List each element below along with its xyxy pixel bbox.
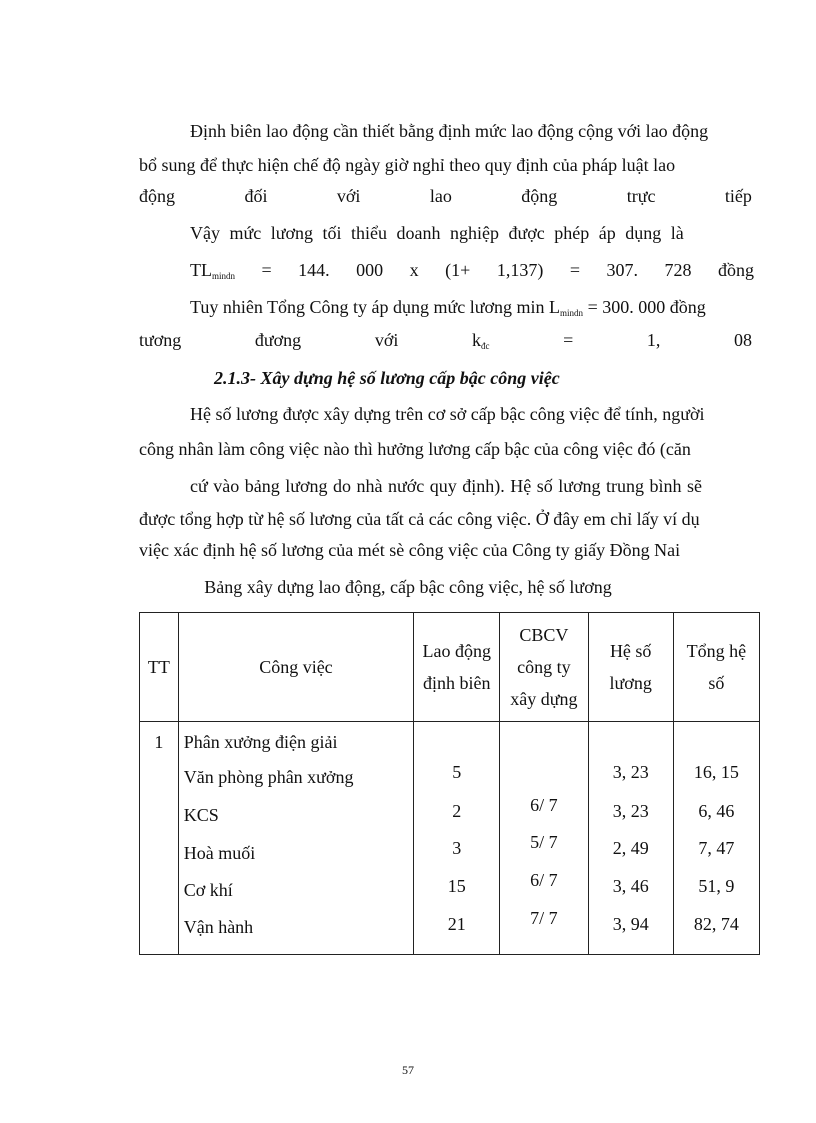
word: đương (254, 330, 302, 350)
cbcv-column (500, 722, 588, 955)
word: lao (429, 186, 452, 206)
table-cell: 3, 23 (612, 801, 649, 821)
header-he-so: Hệ số lương (588, 613, 673, 722)
body-line-3: cứ vào bảng lương do nhà nước quy định). Hệ số lương trung bình sẽ (190, 476, 703, 496)
table-caption: Bảng xây dựng lao động, cấp bậc công việc, hệ số lương (204, 577, 612, 597)
body-line-4: được tổng hợp từ hệ số lương của tất cả các công việc. Ở đây em chỉ lấy ví dụ (139, 509, 700, 529)
table-cell: 3, 94 (612, 914, 649, 934)
table-cell: 82, 74 (693, 914, 739, 934)
paragraph-2-line-1: Vậy mức lương tối thiểu doanh nghiệp được phép áp dụng là (190, 223, 684, 243)
table-cell: 5 (452, 762, 462, 782)
he-so-column (588, 722, 673, 955)
formula-part: 000 (356, 260, 384, 280)
coefficient-symbol: $k_{đc}$ (471, 330, 490, 351)
paragraph-3-line-2 (139, 331, 752, 351)
paragraph-1-line-3 (139, 187, 752, 205)
table-cell: 51, 9 (698, 876, 735, 896)
paragraph-3-line-1: Tuy nhiên Tổng Công ty áp dụng mức lương $\min L_{mindn} = 300$. 000 đồng (190, 297, 706, 318)
page-number: 57 (402, 1063, 414, 1077)
formula-part: = (261, 260, 272, 280)
table-cell: 6/ 7 (530, 795, 558, 815)
table-cell: 16, 15 (693, 762, 739, 782)
body-line-5: việc xác định hệ số lương của mét sè công việc của Công ty giấy Đồng Nai (139, 540, 681, 560)
table-cell: 7, 47 (698, 838, 735, 858)
table-cell: 6/ 7 (530, 870, 558, 890)
formula-part: x (409, 260, 419, 280)
word: với (336, 186, 361, 206)
table-cell: Hoà muối (183, 843, 256, 863)
formula-part: 1,137) (496, 260, 544, 280)
table-body-row (140, 722, 760, 955)
tt-column (140, 722, 179, 955)
formula-symbol: $TL_{mindn}$ (190, 260, 236, 281)
word: đối (244, 186, 268, 206)
table-cell: 15 (447, 876, 466, 896)
formula-part: 144. (298, 260, 330, 280)
paragraph-1-line-1: Định biên lao động cần thiết bằng định mức lao động cộng với lao động (190, 121, 709, 141)
table-cell: 6, 46 (698, 801, 735, 821)
table-cell: Vận hành (183, 917, 254, 937)
word: = (563, 330, 574, 350)
table-cell: 3, 23 (612, 762, 649, 782)
word: động (521, 186, 558, 206)
table-cell: 7/ 7 (530, 908, 558, 928)
tong-column (673, 722, 759, 955)
header-tt: TT (140, 613, 179, 722)
table-cell: 2, 49 (612, 838, 649, 858)
body-line-1: Hệ số lương được xây dựng trên cơ sở cấp bậc công việc để tính, người (190, 404, 705, 424)
minimum-wage-formula (190, 261, 754, 281)
table-cell: 3, 46 (612, 876, 649, 896)
header-tong: Tổng hệ số (673, 613, 759, 722)
table-cell: 5/ 7 (530, 832, 558, 852)
word: 08 (734, 330, 752, 350)
table-cell: 3 (452, 838, 462, 858)
word: tiếp (724, 186, 752, 206)
word: 1, (646, 330, 661, 350)
section-heading: 2.1.3- Xây dựng hệ số lương cấp bậc công việc (214, 368, 560, 388)
cong-viec-column (178, 722, 413, 955)
formula-part: 307. (606, 260, 638, 280)
lao-dong-column (414, 722, 500, 955)
table-cell: Văn phòng phân xưởng (183, 767, 354, 787)
table-cell: 2 (452, 801, 462, 821)
formula-part: 728 (664, 260, 692, 280)
formula-part: đồng (717, 260, 754, 280)
table-header-row (140, 613, 760, 722)
formula-part: = (569, 260, 580, 280)
table-cell: Cơ khí (183, 880, 233, 900)
table-cell: Phân xưởng điện giải (183, 732, 338, 752)
table-cell: KCS (183, 805, 219, 825)
body-line-2: công nhân làm công việc nào thì hưởng lương cấp bậc của công việc đó (căn (139, 439, 691, 459)
word: với (374, 330, 399, 350)
word: động (139, 186, 175, 206)
wage-coefficient-table (139, 612, 760, 955)
word: tương (139, 330, 182, 350)
header-lao-dong: Lao động định biên (414, 613, 500, 722)
header-cbcv: CBCV công ty xây dựng (500, 613, 588, 722)
word: trực (626, 186, 656, 206)
formula-part: (1+ (445, 260, 471, 280)
table-cell: 21 (447, 914, 466, 934)
header-cong-viec: Công việc (178, 613, 413, 722)
paragraph-1-line-2: bổ sung để thực hiện chế độ ngày giờ nghỉ theo quy định của pháp luật lao (139, 155, 676, 175)
table-cell: 1 (154, 732, 164, 752)
